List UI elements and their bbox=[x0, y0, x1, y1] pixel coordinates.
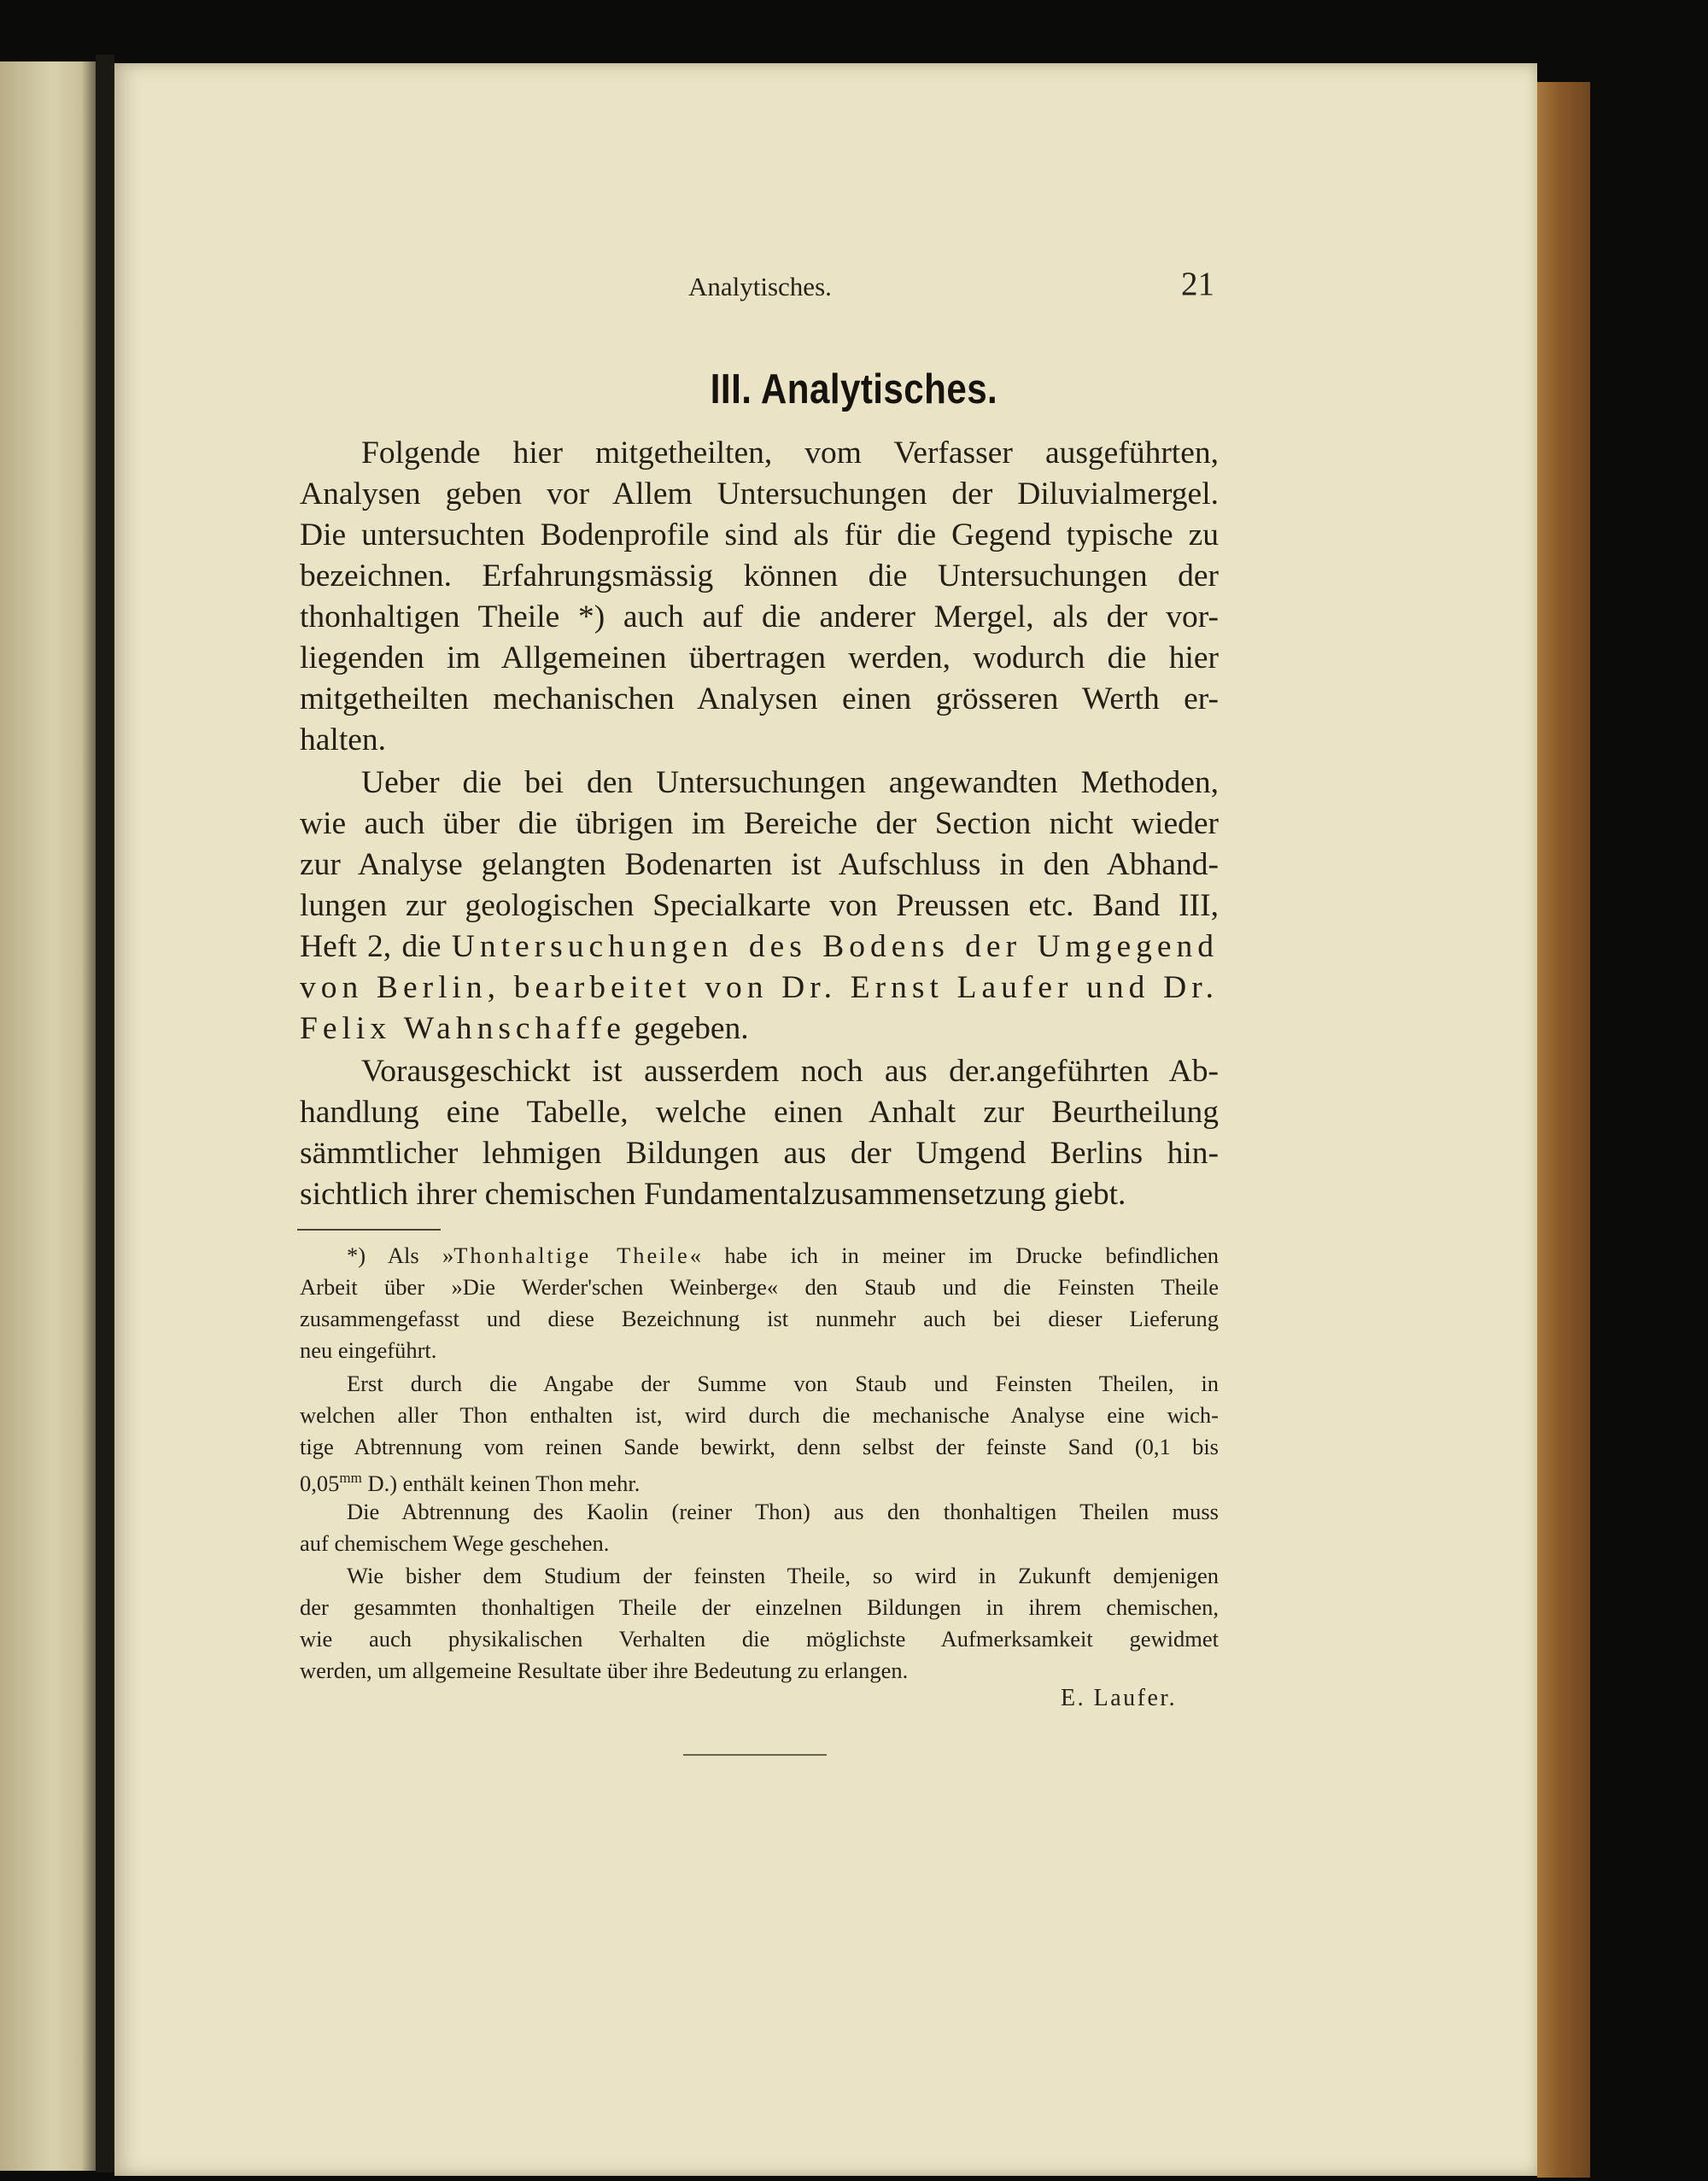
footnote-segment: *) Als » bbox=[347, 1243, 454, 1268]
page-number: 21 bbox=[1181, 266, 1214, 302]
footnote-segment: D.) enthält keinen Thon mehr. bbox=[361, 1470, 640, 1496]
footnote-line: zusammengefasst und diese Bezeichnung ist nunmehr auch bei dieser Lieferung bbox=[300, 1306, 1219, 1331]
body-line: wie auch über die übrigen im Bereiche der Section nicht wieder bbox=[300, 806, 1219, 841]
footnote-line bbox=[347, 1240, 1219, 1271]
end-rule bbox=[683, 1754, 827, 1756]
spaced-title-segment: Untersuchungen des Bodens der Umgegend bbox=[451, 929, 1219, 964]
footnote-line: auf chemischem Wege geschehen. bbox=[300, 1530, 610, 1556]
book-spine-gap bbox=[96, 55, 114, 2172]
body-line: sämmtlicher lehmigen Bildungen aus der Umgend Berlins hin- bbox=[300, 1136, 1219, 1171]
footnote-line: Wie bisher dem Studium der feinsten Theile, so wird in Zukunft demjenigen bbox=[347, 1563, 1219, 1588]
footnote-line: Die Abtrennung des Kaolin (reiner Thon) aus den thonhaltigen Theilen muss bbox=[347, 1499, 1219, 1524]
footnote-line: der gesammten thonhaltigen Theile der einzelnen Bildungen in ihrem chemischen, bbox=[300, 1594, 1219, 1620]
body-line: thonhaltigen Theile *) auch auf die anderer Mergel, als der vor- bbox=[300, 599, 1219, 634]
body-segment: Heft 2, die bbox=[300, 929, 442, 964]
spaced-term-segment: Thonhaltige Theile bbox=[453, 1243, 690, 1268]
body-line: Vorausgeschickt ist ausserdem noch aus der.angeführten Ab- bbox=[361, 1054, 1219, 1089]
body-line: Folgende hier mitgetheilten, vom Verfasser ausgeführten, bbox=[361, 436, 1219, 471]
body-line: lungen zur geologischen Specialkarte von Preussen etc. Band III, bbox=[300, 888, 1219, 923]
body-line: mitgetheilten mechanischen Analysen einen grösseren Werth er- bbox=[300, 681, 1219, 716]
spaced-body-line: von Berlin, bearbeitet von Dr. Ernst Laufer und Dr. bbox=[300, 970, 1219, 1005]
footnote-rule bbox=[297, 1229, 441, 1231]
footnote-segment: 0,05 bbox=[300, 1470, 340, 1496]
body-line: sichtlich ihrer chemischen Fundamentalzusammensetzung giebt. bbox=[300, 1177, 1126, 1212]
footnote-segment: « habe ich in meiner im Drucke befindlichen bbox=[689, 1243, 1219, 1268]
body-line: bezeichnen. Erfahrungsmässig können die Untersuchungen der bbox=[300, 558, 1219, 593]
body-line bbox=[300, 1009, 1219, 1049]
footnote-line: welchen aller Thon enthalten ist, wird durch die mechanische Analyse eine wich- bbox=[300, 1402, 1219, 1428]
spaced-name-segment: Felix Wahnschaffe bbox=[300, 1011, 626, 1046]
unit-superscript: mm bbox=[339, 1470, 362, 1486]
footnote-line: werden, um allgemeine Resultate über ihre Bedeutung zu erlangen. bbox=[300, 1658, 909, 1683]
body-line: zur Analyse gelangten Bodenarten ist Aufschluss in den Abhand- bbox=[300, 847, 1219, 882]
body-line: Ueber die bei den Untersuchungen angewandten Methoden, bbox=[361, 765, 1219, 800]
body-line: Analysen geben vor Allem Untersuchungen der Diluvialmergel. bbox=[300, 477, 1219, 512]
body-line: halten. bbox=[300, 722, 387, 757]
body-segment: gegeben. bbox=[634, 1011, 749, 1046]
footnote-line: wie auch physikalischen Verhalten die möglichste Aufmerksamkeit gewidmet bbox=[300, 1626, 1219, 1652]
body-line: liegenden im Allgemeinen übertragen werden, wodurch die hier bbox=[300, 640, 1219, 675]
footnote-line bbox=[300, 1463, 1219, 1499]
body-line bbox=[300, 927, 1219, 967]
footnote-line: tige Abtrennung vom reinen Sande bewirkt, denn selbst der feinste Sand (0,1 bis bbox=[300, 1434, 1219, 1459]
author-signature: E. Laufer. bbox=[1061, 1685, 1178, 1711]
section-title: III. Analytisches. bbox=[710, 366, 998, 412]
footnote-line: Arbeit über »Die Werder'schen Weinberge« den Staub und die Feinsten Theile bbox=[300, 1274, 1219, 1300]
body-line: Die untersuchten Bodenprofile sind als für die Gegend typische zu bbox=[300, 517, 1219, 553]
body-line: handlung eine Tabelle, welche einen Anhalt zur Beurtheilung bbox=[300, 1095, 1219, 1130]
running-head: Analytisches. bbox=[688, 272, 832, 301]
left-page-edge bbox=[0, 61, 96, 2171]
footnote-line: Erst durch die Angabe der Summe von Staub und Feinsten Theilen, in bbox=[347, 1371, 1219, 1396]
footnote-line: neu eingeführt. bbox=[300, 1337, 437, 1363]
